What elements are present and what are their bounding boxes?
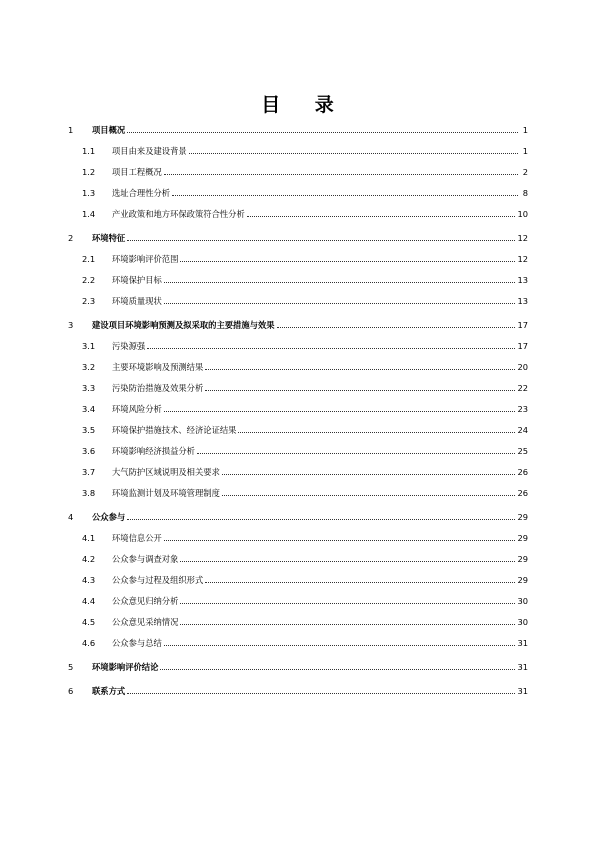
- toc-entry-page-number: 29: [517, 533, 528, 543]
- toc-entry-title: 公众参与过程及组织形式: [112, 575, 204, 585]
- toc-entry-number: 3.1: [82, 341, 96, 351]
- dot-leader: [247, 215, 516, 217]
- toc-entry-number: 2: [68, 233, 74, 243]
- toc-entry-title: 建设项目环境影响预测及拟采取的主要措施与效果: [92, 320, 275, 330]
- table-of-contents: [68, 122, 528, 697]
- toc-entry-number: 2.3: [82, 296, 96, 306]
- toc-entry-number: 4.2: [82, 554, 96, 564]
- toc-entry-page-number: 20: [517, 362, 528, 372]
- toc-entry-number: 4.5: [82, 617, 96, 627]
- dot-leader: [277, 326, 516, 328]
- toc-entry-page-number: 17: [517, 341, 528, 351]
- toc-entry-page-number: 24: [517, 425, 528, 435]
- toc-entry-number: 4.1: [82, 533, 96, 543]
- dot-leader: [238, 431, 515, 433]
- dot-leader: [205, 389, 515, 391]
- toc-entry-title: 大气防护区域说明及相关要求: [112, 467, 220, 477]
- toc-entry-title: 环境保护措施技术、经济论证结果: [112, 425, 237, 435]
- toc-entry[interactable]: [68, 464, 528, 478]
- toc-entry-page-number: 31: [517, 662, 528, 672]
- toc-entry-page-number: 30: [517, 617, 528, 627]
- toc-entry-number: 6: [68, 686, 74, 696]
- toc-entry-page-number: 31: [517, 638, 528, 648]
- dot-leader: [180, 260, 515, 262]
- toc-entry[interactable]: [68, 485, 528, 499]
- dot-leader: [164, 173, 518, 175]
- toc-entry-title: 项目概况: [92, 125, 126, 135]
- toc-entry[interactable]: [68, 635, 528, 649]
- toc-entry[interactable]: [68, 530, 528, 544]
- toc-entry-number: 1: [68, 125, 74, 135]
- toc-entry-title: 产业政策和地方环保政策符合性分析: [112, 209, 245, 219]
- toc-entry-number: 5: [68, 662, 74, 672]
- toc-entry-number: 3.7: [82, 467, 96, 477]
- toc-entry[interactable]: [68, 164, 528, 178]
- toc-entry-page-number: 12: [517, 233, 528, 243]
- toc-entry-page-number: 22: [517, 383, 528, 393]
- dot-leader: [222, 473, 516, 475]
- toc-entry-page-number: 26: [517, 488, 528, 498]
- toc-entry-title: 主要环境影响及预测结果: [112, 362, 204, 372]
- toc-entry[interactable]: [68, 122, 528, 136]
- dot-leader: [180, 602, 515, 604]
- toc-entry-title: 项目工程概况: [112, 167, 162, 177]
- toc-entry-page-number: 2: [522, 167, 528, 177]
- dot-leader: [164, 281, 516, 283]
- dot-leader: [164, 539, 516, 541]
- toc-entry-number: 1.4: [82, 209, 96, 219]
- toc-entry-title: 公众参与调查对象: [112, 554, 179, 564]
- toc-entry-page-number: 1: [522, 125, 528, 135]
- dot-leader: [127, 239, 515, 241]
- toc-entry-title: 公众参与: [92, 512, 126, 522]
- toc-entry[interactable]: [68, 272, 528, 286]
- toc-entry-number: 3: [68, 320, 74, 330]
- dot-leader: [160, 668, 515, 670]
- toc-entry-page-number: 13: [517, 275, 528, 285]
- toc-entry-number: 3.3: [82, 383, 96, 393]
- toc-entry-page-number: 23: [517, 404, 528, 414]
- toc-entry-page-number: 10: [517, 209, 528, 219]
- dot-leader: [164, 644, 516, 646]
- toc-entry[interactable]: [68, 317, 528, 331]
- dot-leader: [180, 623, 515, 625]
- toc-entry-title: 污染源强: [112, 341, 146, 351]
- toc-entry-number: 3.5: [82, 425, 96, 435]
- toc-entry-page-number: 29: [517, 575, 528, 585]
- toc-entry-number: 4.4: [82, 596, 96, 606]
- toc-entry-page-number: 13: [517, 296, 528, 306]
- toc-entry-page-number: 29: [517, 554, 528, 564]
- dot-leader: [189, 152, 518, 154]
- toc-entry-page-number: 1: [522, 146, 528, 156]
- toc-entry-page-number: 30: [517, 596, 528, 606]
- dot-leader: [147, 347, 515, 349]
- dot-leader: [127, 518, 515, 520]
- toc-entry-number: 3.4: [82, 404, 96, 414]
- toc-entry[interactable]: [68, 614, 528, 628]
- toc-entry[interactable]: [68, 185, 528, 199]
- toc-entry-number: 2.2: [82, 275, 96, 285]
- toc-entry-title: 选址合理性分析: [112, 188, 171, 198]
- toc-entry[interactable]: [68, 443, 528, 457]
- toc-entry-number: 4.3: [82, 575, 96, 585]
- toc-entry[interactable]: [68, 143, 528, 157]
- toc-entry-number: 2.1: [82, 254, 96, 264]
- toc-entry[interactable]: [68, 422, 528, 436]
- toc-entry-title: 污染防治措施及效果分析: [112, 383, 204, 393]
- toc-entry[interactable]: [68, 251, 528, 265]
- toc-entry-page-number: 26: [517, 467, 528, 477]
- toc-entry-title: 环境特征: [92, 233, 126, 243]
- toc-entry[interactable]: [68, 206, 528, 220]
- toc-entry[interactable]: [68, 380, 528, 394]
- dot-leader: [197, 452, 515, 454]
- dot-leader: [172, 194, 518, 196]
- toc-entry[interactable]: [68, 509, 528, 523]
- dot-leader: [164, 410, 516, 412]
- toc-entry-number: 4.6: [82, 638, 96, 648]
- toc-entry-title: 环境影响评价结论: [92, 662, 159, 672]
- dot-leader: [205, 368, 515, 370]
- dot-leader: [180, 560, 515, 562]
- toc-entry-title: 环境监测计划及环境管理制度: [112, 488, 220, 498]
- toc-entry-number: 4: [68, 512, 74, 522]
- toc-entry[interactable]: [68, 293, 528, 307]
- toc-entry-title: 项目由来及建设背景: [112, 146, 187, 156]
- toc-entry-number: 3.6: [82, 446, 96, 456]
- toc-entry[interactable]: [68, 659, 528, 673]
- toc-entry-title: 环境风险分析: [112, 404, 162, 414]
- dot-leader: [222, 494, 516, 496]
- toc-entry-page-number: 29: [517, 512, 528, 522]
- toc-entry-page-number: 17: [517, 320, 528, 330]
- toc-entry[interactable]: [68, 338, 528, 352]
- toc-entry[interactable]: [68, 401, 528, 415]
- toc-entry-title: 环境信息公开: [112, 533, 162, 543]
- toc-entry-page-number: 8: [522, 188, 528, 198]
- toc-entry-number: 3.2: [82, 362, 96, 372]
- toc-entry-number: 1.1: [82, 146, 96, 156]
- toc-entry[interactable]: [68, 593, 528, 607]
- toc-entry-number: 1.2: [82, 167, 96, 177]
- toc-entry-page-number: 12: [517, 254, 528, 264]
- toc-entry-title: 公众参与总结: [112, 638, 162, 648]
- toc-entry-title: 公众意见归纳分析: [112, 596, 179, 606]
- toc-entry-title: 环境影响评价范围: [112, 254, 179, 264]
- dot-leader: [205, 581, 515, 583]
- toc-entry-number: 3.8: [82, 488, 96, 498]
- toc-entry-number: 1.3: [82, 188, 96, 198]
- toc-entry[interactable]: [68, 572, 528, 586]
- toc-entry-title: 环境保护目标: [112, 275, 162, 285]
- dot-leader: [164, 302, 516, 304]
- toc-entry-page-number: 25: [517, 446, 528, 456]
- toc-entry-title: 环境质量现状: [112, 296, 162, 306]
- toc-entry[interactable]: [68, 230, 528, 244]
- page-title: 目 录: [261, 94, 348, 116]
- toc-entry[interactable]: [68, 551, 528, 565]
- toc-entry-page-number: 31: [517, 686, 528, 696]
- toc-entry-title: 联系方式: [92, 686, 126, 696]
- dot-leader: [127, 131, 518, 133]
- toc-entry-title: 环境影响经济损益分析: [112, 446, 195, 456]
- toc-entry[interactable]: [68, 683, 528, 697]
- toc-entry[interactable]: [68, 359, 528, 373]
- toc-entry-title: 公众意见采纳情况: [112, 617, 179, 627]
- dot-leader: [127, 692, 515, 694]
